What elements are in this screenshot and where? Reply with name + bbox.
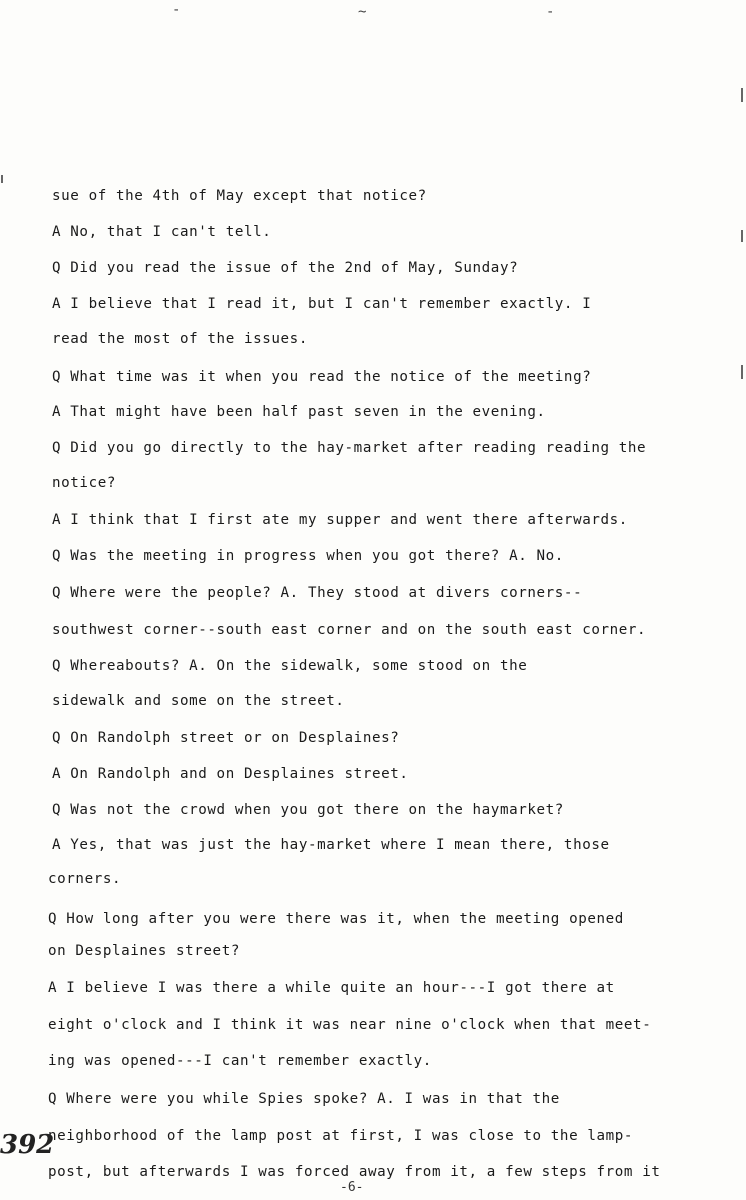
transcript-line: southwest corner--south east corner and on the south east corner. xyxy=(52,622,647,638)
margin-tick xyxy=(1,175,3,183)
transcript-line: A I believe that I read it, but I can't remember exactly. I xyxy=(52,296,592,312)
footer-page-mark: -6- xyxy=(340,1180,364,1195)
transcript-line: Q What time was it when you read the notice of the meeting? xyxy=(52,369,592,385)
margin-tick xyxy=(741,230,743,242)
page-number: 392 xyxy=(0,1130,55,1160)
transcript-line: A Yes, that was just the hay-market where I mean there, those xyxy=(52,837,610,853)
transcript-line: neighborhood of the lamp post at first, I was close to the lamp- xyxy=(48,1128,634,1144)
transcript-line: on Desplaines street? xyxy=(48,943,240,959)
transcript-line: sue of the 4th of May except that notice? xyxy=(52,188,427,204)
transcript-line: A I think that I first ate my supper and went there afterwards. xyxy=(52,512,628,528)
transcript-line: ing was opened---I can't remember exactly. xyxy=(48,1053,432,1069)
transcript-line: Q Was not the crowd when you got there on the haymarket? xyxy=(52,802,564,818)
top-mark-center: ~ xyxy=(358,4,367,20)
transcript-line: corners. xyxy=(48,871,122,887)
transcript-line: A That might have been half past seven in the evening. xyxy=(52,404,546,420)
transcript-line: read the most of the issues. xyxy=(52,331,308,347)
transcript-line: post, but afterwards I was forced away from it, a few steps from it xyxy=(48,1164,661,1180)
transcript-line: A I believe I was there a while quite an hour---I got there at xyxy=(48,980,615,996)
transcript-line: Q Where were you while Spies spoke? A. I was in that the xyxy=(48,1091,560,1107)
transcript-line: Q Where were the people? A. They stood at divers corners-- xyxy=(52,585,583,601)
top-mark-right: - xyxy=(546,4,555,20)
top-mark-left: - xyxy=(172,2,181,18)
transcript-line: Q Did you read the issue of the 2nd of May, Sunday? xyxy=(52,260,519,276)
transcript-line: Q On Randolph street or on Desplaines? xyxy=(52,730,400,746)
transcript-line: Q Whereabouts? A. On the sidewalk, some stood on the xyxy=(52,658,528,674)
transcript-line: A No, that I can't tell. xyxy=(52,224,272,240)
transcript-line: Q Was the meeting in progress when you got there? A. No. xyxy=(52,548,564,564)
transcript-line: A On Randolph and on Desplaines street. xyxy=(52,766,409,782)
transcript-line: Q Did you go directly to the hay-market after reading reading the xyxy=(52,440,647,456)
transcript-line: Q How long after you were there was it, when the meeting opened xyxy=(48,911,624,927)
transcript-line: eight o'clock and I think it was near nine o'clock when that meet- xyxy=(48,1017,652,1033)
margin-tick xyxy=(741,88,743,102)
transcript-line: sidewalk and some on the street. xyxy=(52,693,345,709)
margin-tick xyxy=(741,365,743,379)
transcript-line: notice? xyxy=(52,475,116,491)
